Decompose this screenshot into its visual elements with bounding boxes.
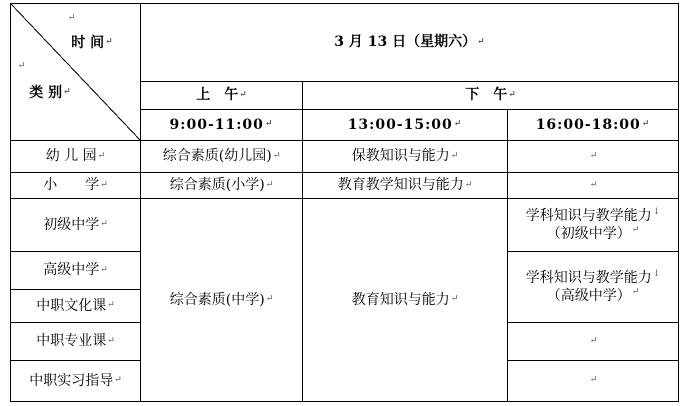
primary-late-empty: ↵ [589, 179, 598, 190]
secondary-afternoon-subject: 教育知识与能力 ↵ [351, 291, 459, 308]
exam-date-header: 3 月 13 日（星期六） ↵ [334, 34, 485, 51]
category-kindergarten: 幼 儿 园 ↵ [45, 148, 106, 165]
primary-afternoon-subject: 教育教学知识与能力 ↵ [337, 177, 473, 194]
time-slot-1: 9:00-11:00 ↵ [169, 116, 274, 133]
category-senior-middle: 高级中学 ↵ [43, 262, 108, 279]
kindergarten-afternoon-subject: 保教知识与能力 ↵ [351, 148, 459, 165]
time-slot-3: 16:00-18:00 ↵ [535, 116, 651, 133]
header-time-label: 时 间 ↵ [71, 34, 113, 51]
kindergarten-morning-subject: 综合素质(幼儿园) ↵ [162, 148, 281, 165]
category-primary: 小 学 ↵ [43, 177, 108, 194]
category-junior-middle: 初级中学 ↵ [43, 216, 108, 233]
diagonal-mark-top: ↵ [67, 13, 76, 24]
time-slot-2: 13:00-15:00 ↵ [347, 116, 463, 133]
morning-header: 上 午 ↵ [196, 87, 247, 104]
category-vocational-major: 中职专业课 ↵ [36, 333, 115, 350]
kindergarten-late-empty: ↵ [589, 150, 598, 161]
junior-subject-knowledge: 学科知识与教学能力↓ （初级中学）↵ [525, 207, 661, 242]
header-category-label: 类 别 ↵ [29, 84, 71, 101]
senior-subject-knowledge: 学科知识与教学能力↓ （高级中学）↵ [525, 269, 661, 304]
category-vocational-practice: 中职实习指导 ↵ [29, 372, 122, 389]
diagonal-mark: ↵ [17, 61, 26, 72]
vocational-major-late-empty: ↵ [589, 335, 598, 346]
category-vocational-culture: 中职文化课 ↵ [36, 297, 115, 314]
primary-morning-subject: 综合素质(小学) ↵ [169, 177, 274, 194]
afternoon-header: 下 午 ↵ [465, 87, 516, 104]
secondary-morning-subject: 综合素质(中学) ↵ [169, 291, 274, 308]
vocational-practice-late-empty: ↵ [589, 375, 598, 386]
